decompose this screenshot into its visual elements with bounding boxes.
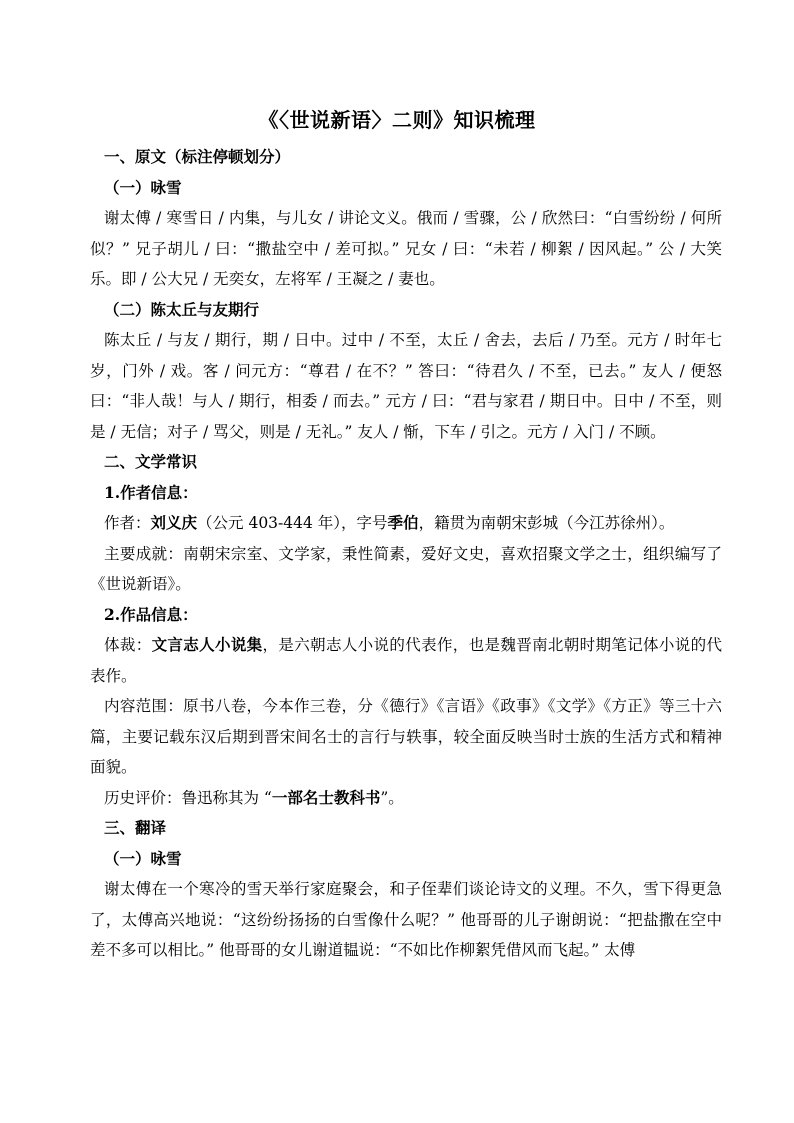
paragraph-achievement: 主要成就：南朝宋宗室、文学家，秉性简素，爱好文史，喜欢招聚文学之士，组织编写了《世说新语》。 (90, 544, 722, 593)
document-title: 《〈世说新语〉二则》知识梳理 (258, 108, 536, 132)
subheading-yongxue: （一）咏雪 (104, 177, 182, 197)
subheading-chentaiqiu: （二）陈太丘与友期行 (104, 299, 260, 319)
paragraph-chentaiqiu-original: 陈太丘 / 与友 / 期行，期 / 日中。过中 / 不至，太丘 / 舍去，去后 / 乃至。元方 / 时年七岁，门外 / 戏。客 / 问元方：“尊君 / 在不？” 答曰：“待君久 / 不至，已去。” 友人 / 便怒曰：“非人哉！与人 / 期行，相委 / 而去。” 元方 / 曰：“君与家君 / 期日中。日中 / 不至，则是 / 无信；对子 / 骂父，则是 / 无礼。” 友人 / 惭，下车 / 引之。元方 / 入门 / 不顾。 (90, 331, 722, 441)
subheading-work-info: 2.作品信息： (104, 604, 198, 624)
paragraph-yongxue-original: 谢太傅 / 寒雪日 / 内集，与儿女 / 讲论文义。俄而 / 雪骤，公 / 欣然曰：“白雪纷纷 / 何所似？” 兄子胡儿 / 曰：“撒盐空中 / 差可拟。” 兄女 / 曰：“未若 / 柳絮 / 因风起。” 公 / 大笑乐。即 / 公大兄 / 无奕女，左将军 / 王凝之 / 妻也。 (90, 209, 722, 288)
author-years: （公元 403-444 年），字号 (197, 514, 388, 532)
evaluation-end: ”。 (380, 788, 404, 807)
paragraph-yongxue-translation: 谢太傅在一个寒冷的雪天举行家庭聚会，和子侄辈们谈论诗文的义理。不久，雪下得更急了，太傅高兴地说：“这纷纷扬扬的白雪像什么呢？” 他哥哥的儿子谢朗说：“把盐撒在空中差不多可以相比。” 他哥哥的女儿谢道韫说：“不如比作柳絮凭借风而飞起。” 太傅 (90, 880, 722, 959)
genre-description: ，是六朝志人小说的代表作，也是魏晋南北朝时期笔记体小说的代表作。 (90, 636, 722, 685)
section-heading-literary-knowledge: 二、文学常识 (104, 452, 198, 471)
subheading-author-info: 1.作者信息： (104, 482, 198, 502)
paragraph-genre (90, 630, 722, 691)
paragraph-scope: 内容范围：原书八卷，今本作三卷，分《德行》《言语》《政事》《文学》《方正》等三十六篇，主要记载东汉后期到晋宋间名士的言行与轶事，较全面反映当时士族的生活方式和精神面貌。 (90, 697, 722, 776)
author-label: 作者： (104, 514, 151, 532)
genre-name: 文言志人小说集 (151, 635, 263, 654)
author-origin: ，籍贯为南朝宋彭城（今江苏徐州）。 (418, 514, 675, 532)
evaluation-label: 历史评价：鲁迅称其为 “ (104, 788, 272, 807)
section-heading-translation: 三、翻译 (104, 818, 167, 837)
genre-label: 体裁： (104, 636, 152, 654)
paragraph-author (90, 508, 722, 539)
author-name: 刘义庆 (150, 513, 198, 532)
document-body (90, 142, 722, 966)
section-heading-original-text: 一、原文（标注停顿划分） (104, 147, 291, 166)
paragraph-evaluation (90, 783, 722, 814)
author-courtesy-name: 季伯 (387, 513, 419, 532)
evaluation-quote: 一部名士教科书 (271, 787, 381, 807)
subheading-yongxue-translation: （一）咏雪 (104, 848, 182, 868)
